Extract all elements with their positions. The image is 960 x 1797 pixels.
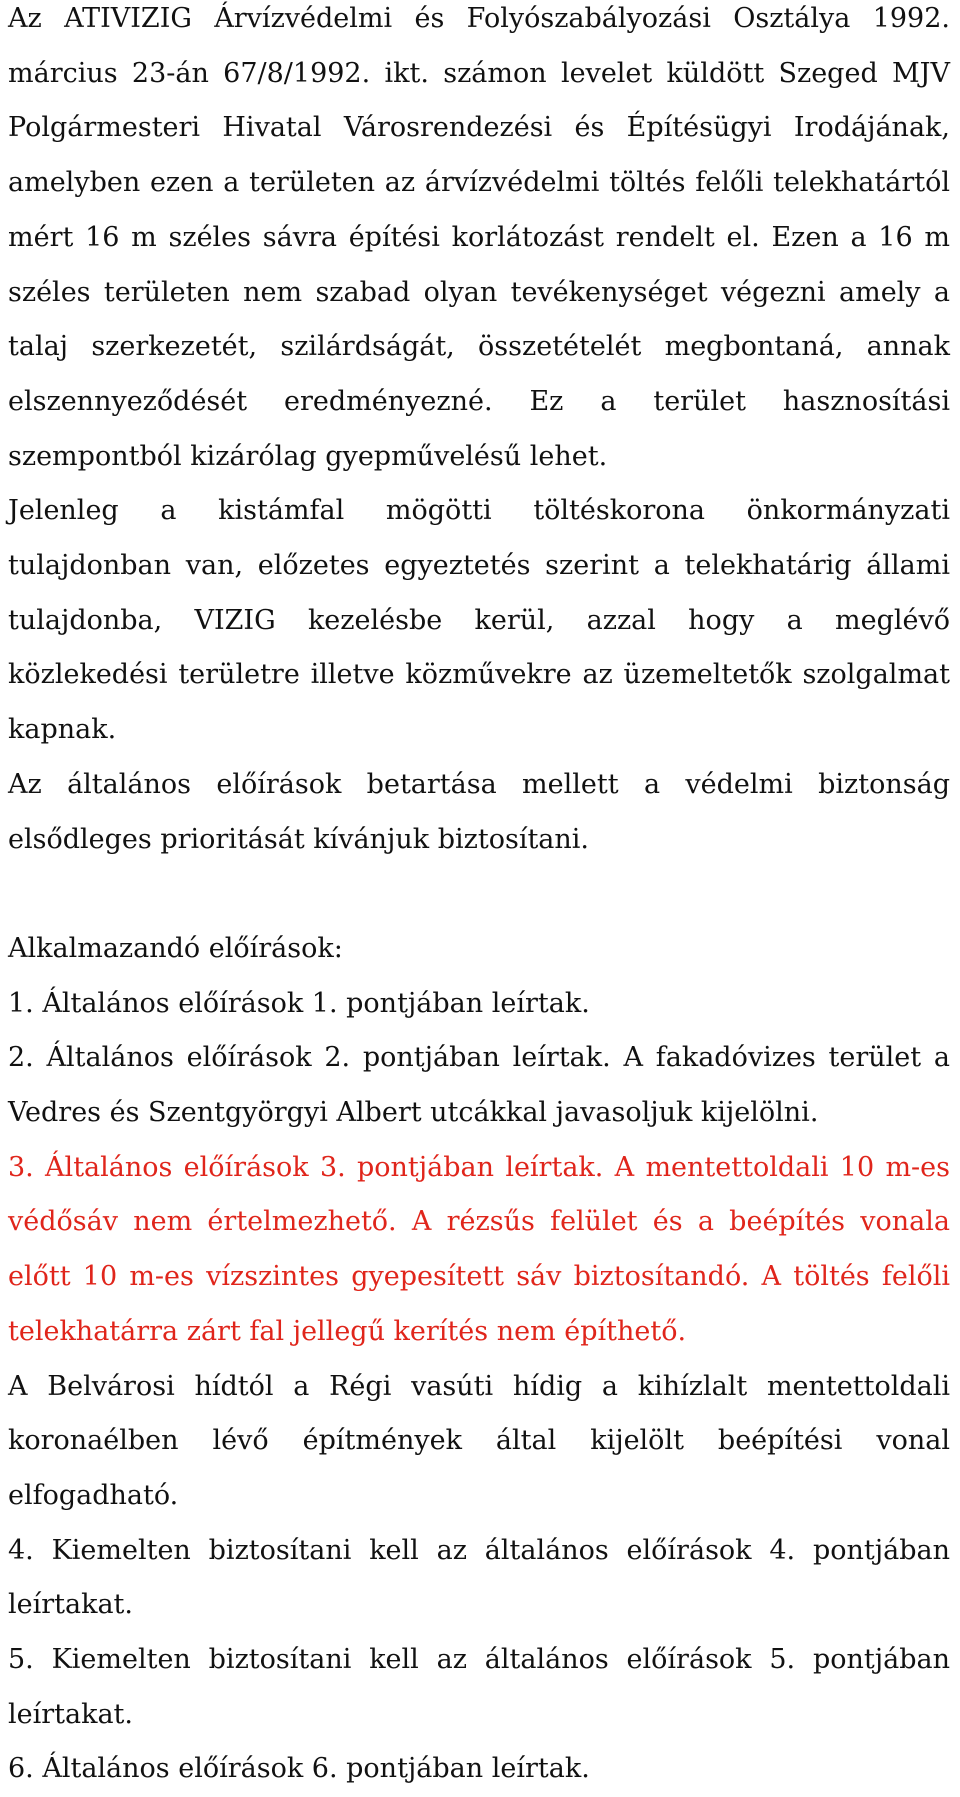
list-item-4: 4. Kiemelten biztosítani kell az általános előírások 4. pontjában leírtakat. — [8, 1534, 950, 1621]
paragraph-building-restriction: Az ATIVIZIG Árvízvédelmi és Folyószabályozási Osztálya 1992. március 23-án 67/8/1992. ikt. számon levelet küldött Szeged MJV Polgármesteri Hivatal Városrendezési és Építésügyi Irodájának, amelyben ezen a területen az árvízvédelmi töltés felőli telekhatártól mért 16 m széles sávra építési korlátozást rendelt el. Ezen a 16 m széles területen nem szabad olyan tevékenységet végezni amely a talaj szerkezetét, szilárdságát, összetételét megbontaná, annak elszennyeződését eredményezné. Ez a terület hasznosítási szempontból kizárólag gyepművelésű lehet. — [8, 3, 950, 472]
list-item-6: 6. Általános előírások 6. pontjában leírtak. — [8, 1753, 590, 1785]
paragraph-safety-priority: Az általános előírások betartása mellett a védelmi biztonság elsődleges prioritását kívánjuk biztosítani. — [8, 768, 950, 855]
paragraph-ownership: Jelenleg a kistámfal mögötti töltéskorona önkormányzati tulajdonban van, előzetes egyeztetés szerint a telekhatárig állami tulajdonba, VIZIG kezelésbe kerül, azzal hogy a meglévő közlekedési területre illetve közművekre az üzemeltetők szolgalmat kapnak. — [8, 495, 950, 746]
list-item-1: 1. Általános előírások 1. pontjában leírtak. — [8, 987, 590, 1019]
section-heading: Alkalmazandó előírások: — [8, 932, 343, 964]
blank-line — [8, 867, 950, 922]
list-item-3-continuation: A Belvárosi hídtól a Régi vasúti hídig a kihízlalt mentettoldali koronaélben lévő építmények által kijelölt beépítési vonal elfogadható. — [8, 1370, 950, 1511]
list-item-5: 5. Kiemelten biztosítani kell az általános előírások 5. pontjában leírtakat. — [8, 1644, 950, 1730]
list-item-3-highlighted: 3. Általános előírások 3. pontjában leírtak. A mentettoldali 10 m-es védősáv nem értelmezhető. A rézsűs felület és a beépítés vonala előtt 10 m-es vízszintes gyepesített sáv biztosítandó. A töltés felőli telekhatárra zárt fal jellegű kerítés nem építhető. — [8, 1151, 950, 1347]
list-item-2: 2. Általános előírások 2. pontjában leírtak. A fakadóvizes terület a Vedres és Szentgyörgyi Albert utcákkal javasoljuk kijelölni. — [8, 1042, 950, 1129]
